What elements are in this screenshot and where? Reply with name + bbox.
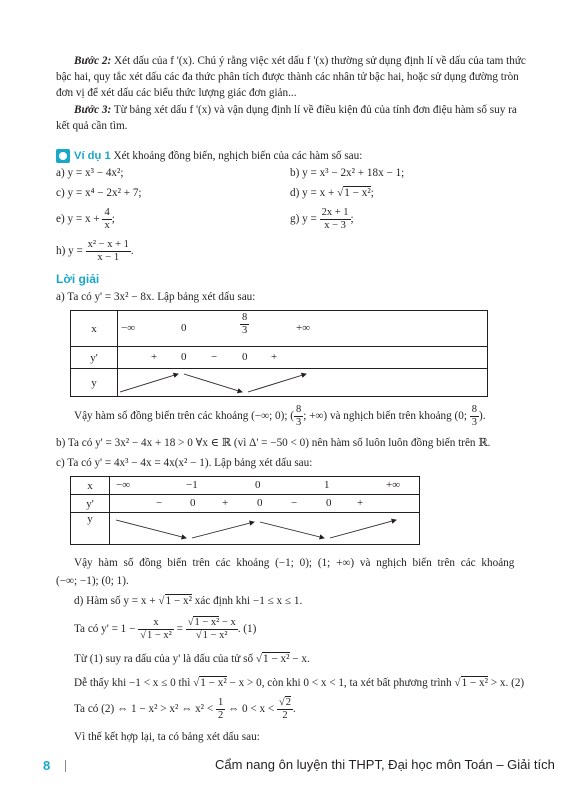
table2-sign: − xyxy=(291,497,298,509)
solution-title: Lời giải xyxy=(56,272,100,286)
example-label: Ví dụ 1 xyxy=(74,150,111,162)
table2-yp-label: y' xyxy=(71,495,110,513)
from-1-line: Từ (1) suy ra dấu của y' là dấu của tử số √1 − x² − x. xyxy=(74,653,310,665)
conclusion-a: Vậy hàm số đồng biến trên các khoảng (−∞; 0); ( $\frac{8}{3}$ ; +∞) và nghịch biến trên khoảng (0; $\frac{8}{3}$ ). xyxy=(74,403,486,428)
step3-line1 xyxy=(74,103,517,117)
page-number: 8 xyxy=(43,758,51,773)
table2-x-row xyxy=(110,477,420,495)
ta-co-2-line: Ta có (2) ⇔ 1 − x² > x² ⇔ x² < $\frac{1}{2}$ ⇔ 0 < x < $\frac{√2}{2}$ . xyxy=(74,696,296,721)
table2-variation-arrows xyxy=(112,514,402,546)
example-e: e) y = x + $\frac{4}{x}$ ; xyxy=(56,206,115,231)
table2-sign: + xyxy=(357,497,364,509)
footer-title: Cẩm nang ôn luyện thi THPT, Đại học môn Toán – Giải tích xyxy=(215,757,555,772)
table2-x-val: 0 xyxy=(255,479,261,491)
table2-sign: 0 xyxy=(326,497,332,509)
table2-x-label: x xyxy=(71,477,110,495)
fraction: $\frac{4}{x}$ xyxy=(104,206,110,231)
table2-sign: 0 xyxy=(190,497,196,509)
table1-sign: 0 xyxy=(242,351,248,363)
conclusion-c2: (−∞; −1); (0; 1). xyxy=(56,575,129,587)
step2-line2: bậc hai, quy tắc xét dấu các đa thức phân tích được thành các nhân tử bậc hai, hoặc sử dụng đường tròn xyxy=(56,71,519,83)
example-d: d) y = x + √1 − x²; xyxy=(290,187,374,199)
example-g: g) y = $\frac{2x + 1}{x - 3}$ ; xyxy=(290,206,354,231)
step2-label: Bước 2: xyxy=(74,55,112,67)
table1-x-label: x xyxy=(71,311,118,347)
example-b: b) y = x³ − 2x² + 18x − 1; xyxy=(290,167,405,179)
solution-d-line: d) Hàm số y = x + √1 − x² xác định khi −1 ≤ x ≤ 1. xyxy=(74,595,303,607)
table1-x-frac: $\frac{8}{3}$ xyxy=(242,312,248,336)
table1-sign: + xyxy=(271,351,278,363)
table1-sign: 0 xyxy=(181,351,187,363)
example-h: h) y = $\frac{\text{x² − x + 1}}{x - 1}$ . xyxy=(56,238,134,263)
table1-x-neg-inf: −∞ xyxy=(121,322,136,334)
table1-sign-row xyxy=(118,347,488,369)
table2-x-val: −1 xyxy=(186,479,198,491)
solution-b-line: b) Ta có y' = 3x² − 4x + 18 > 0 ∀x ∈ ℝ (vì Δ' = −50 < 0) nên hàm số luôn luôn đồng biến trên ℝ. xyxy=(56,437,491,449)
solution-d-derivative: Ta có y' = 1 − $\frac{x}{\text{√1 − x²}}$ = $\frac{\text{√1 − x² − x}}{\text{√1 − x²}}$ . (1) xyxy=(74,616,257,641)
table1-x-pos-inf: +∞ xyxy=(296,322,311,334)
table1-sign: − xyxy=(211,351,218,363)
final-line: Vì thế kết hợp lại, ta có bảng xét dấu sau: xyxy=(74,731,260,743)
conclusion-c1: Vậy hàm số đồng biến trên các khoảng (−1; 0); (1; +∞) và nghịch biến trên các khoảng xyxy=(74,557,515,569)
step3-line2: kết quả cần tìm. xyxy=(56,120,128,132)
footer-divider xyxy=(65,760,66,772)
fraction: $\frac{2x + 1}{x - 3}$ xyxy=(321,206,349,231)
table2-y-label: y xyxy=(71,513,110,545)
table2-x-val: 1 xyxy=(324,479,330,491)
table1-variation-arrows xyxy=(116,370,316,398)
table2-sign: + xyxy=(222,497,229,509)
step2-line1 xyxy=(74,54,526,68)
easy-line: Dễ thấy khi −1 < x ≤ 0 thì √1 − x² − x > 0, còn khi 0 < x < 1, ta xét bất phương trình √1 − x² > x. (2) xyxy=(74,677,525,689)
table1-y-label: y xyxy=(71,369,118,397)
sqrt-radicand: 1 − x² xyxy=(344,187,371,199)
fraction: $\frac{\text{x² − x + 1}}{x - 1}$ xyxy=(87,238,129,263)
example-heading xyxy=(74,149,362,163)
step3-label: Bước 3: xyxy=(74,104,112,116)
table2-sign: − xyxy=(156,497,163,509)
table2-x-val: +∞ xyxy=(386,479,401,491)
table2-x-val: −∞ xyxy=(116,479,131,491)
example-c: c) y = x⁴ − 2x² + 7; xyxy=(56,187,142,199)
solution-a-line: a) Ta có y' = 3x² − 8x. Lập bảng xét dấu sau: xyxy=(56,291,256,303)
example-a: a) y = x³ − 4x²; xyxy=(56,167,124,179)
step3-text1: Từ bảng xét dấu f '(x) và vận dụng định lí về điều kiện đủ của tính đơn điệu hàm số suy ra xyxy=(111,104,517,116)
table1-yp-label: y' xyxy=(71,347,118,369)
table2-sign: 0 xyxy=(257,497,263,509)
table1-x-zero: 0 xyxy=(181,322,187,334)
solution-c-line: c) Ta có y' = 4x³ − 4x = 4x(x² − 1). Lập bảng xét dấu sau: xyxy=(56,457,313,469)
example-prompt: Xét khoảng đồng biến, nghịch biến của các hàm số sau: xyxy=(110,150,363,162)
step2-line3: đơn vị để xét dấu các biểu thức lượng giác đơn giản... xyxy=(56,87,297,99)
step2-text1: Xét dấu của f '(x). Chú ý rằng việc xét dấu f '(x) thường sử dụng định lí về dấu của tam thức xyxy=(111,55,526,67)
lightbulb-icon xyxy=(56,149,70,163)
table1-sign: + xyxy=(151,351,158,363)
